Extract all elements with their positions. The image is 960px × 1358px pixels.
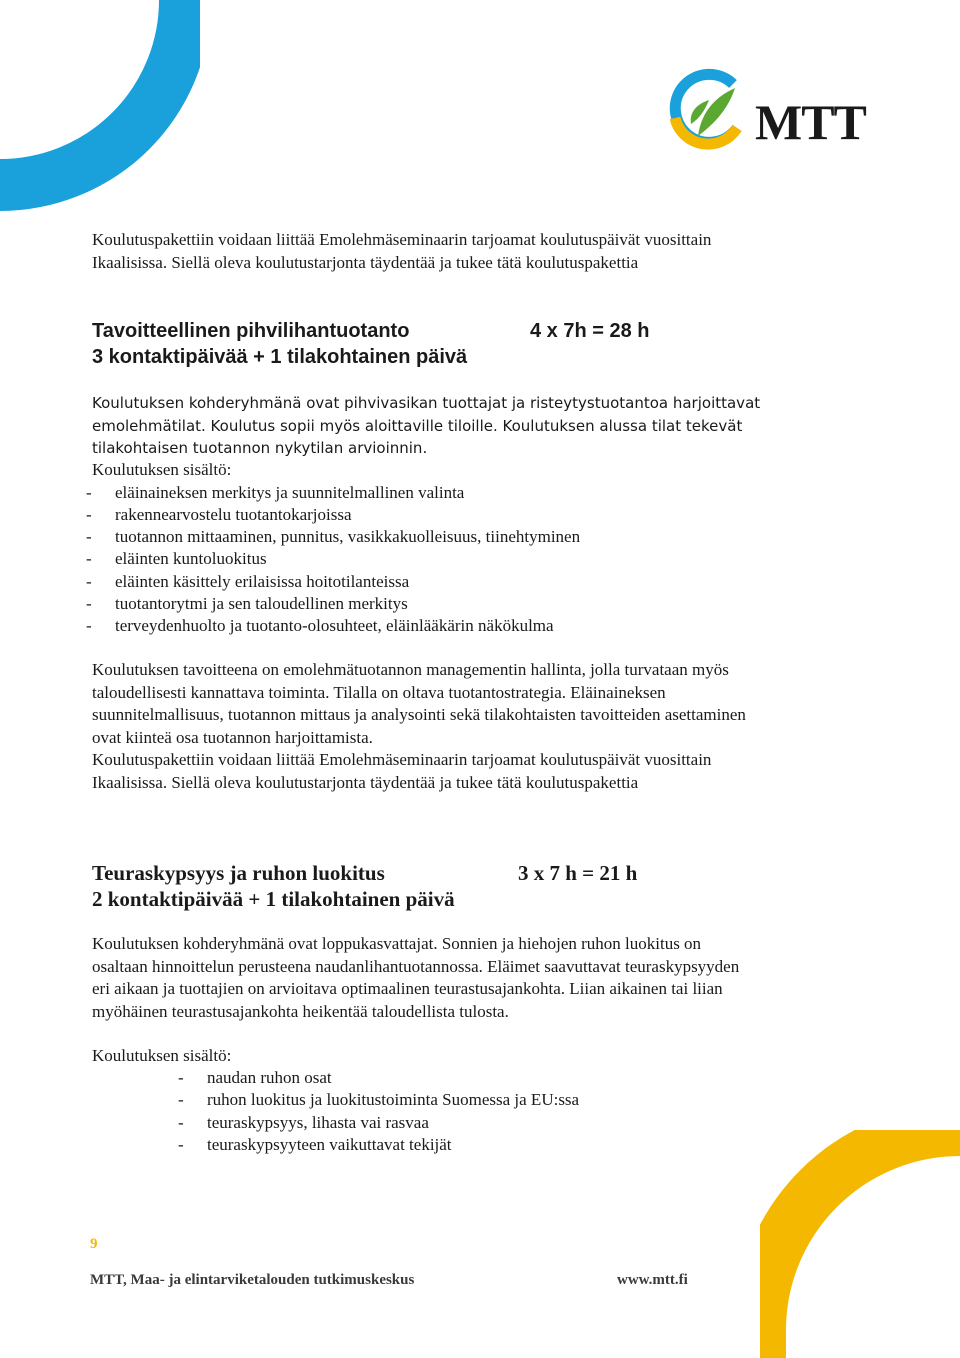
intro-paragraph [92,229,711,274]
description-line: eri aikaan ja tuottajien on arvioitava optimaalinen teurastusajankohta. Liian aikainen tai liian [92,979,723,998]
section2-hours: 3 x 7 h = 21 h [518,861,638,885]
section1-content [86,459,892,638]
page-number: 9 [90,1236,98,1252]
section1-description [92,392,760,460]
section2-subtitle: 2 kontaktipäivää + 1 tilakohtainen päivä [92,887,455,911]
goal-line: suunnitelmallisuus, tuotannon mittaus ja analysointi sekä tilakohtaisten tavoitteiden asettaminen [92,705,746,724]
footer-website[interactable]: www.mtt.fi [617,1272,688,1288]
section2-content-label [92,1045,231,1068]
content-label: Koulutuksen sisältö: [92,460,232,479]
list-item: - terveydenhuolto ja tuotanto-olosuhteet, eläinlääkärin näkökulma [86,616,554,636]
description-line: Koulutuksen kohderyhmänä ovat loppukasvattajat. Sonnien ja hiehojen ruhon luokitus on [92,934,702,953]
description-line: emolehmätilat. Koulutus sopii myös aloittaville tiloille. Koulutuksen alussa tilat tekevät [92,416,743,435]
list-item: - naudan ruhon osat [178,1068,332,1087]
list-item: - ruhon luokitus ja luokitustoiminta Suomessa ja EU:ssa [178,1090,580,1110]
description-line: tilakohtaisen tuotannon nykytilan arvioinnin. [92,439,428,457]
section2-content-list [0,1067,800,1156]
section1-subtitle: 3 kontaktipäivää + 1 tilakohtainen päivä [92,346,468,368]
mtt-logo [663,66,866,156]
list-item: - teuraskypsyys, lihasta vai rasvaa [178,1112,429,1132]
list-item: - eläinaineksen merkitys ja suunnitelmallinen valinta [86,482,465,502]
section1-goal-paragraph [92,659,746,794]
list-item: - tuotantorytmi ja sen taloudellinen merkitys [86,593,408,613]
goal-line: taloudellisesti kannattava toiminta. Tilalla on oltava tuotantostrategia. Eläinaineksen [92,682,666,702]
list-item: - teuraskypsyyteen vaikuttavat tekijät [178,1134,452,1154]
goal-line: Koulutuspakettiin voidaan liittää Emolehmäseminaarin tarjoamat koulutuspäivät vuosittain [92,750,712,769]
intro-line: Koulutuspakettiin voidaan liittää Emolehmäseminaarin tarjoamat koulutuspäivät vuosittain [92,230,712,249]
description-line: osaltaan hinnoittelun perusteena naudanlihantuotannossa. Eläimet saavuttavat teuraskypsyyden [92,956,740,976]
goal-line: Koulutuksen tavoitteena on emolehmätuotannon managementin hallinta, jolla turvataan myös [92,660,729,679]
section1-hours: 4 x 7h = 28 h [530,320,650,342]
list-item: - eläinten käsittely erilaisissa hoitotilanteissa [86,571,410,591]
goal-line: Ikaalisissa. Siellä oleva koulutustarjonta täydentää ja tukee tätä koulutuspakettia [92,772,639,792]
section1-content-list [0,482,892,638]
section1-title: Tavoitteellinen pihvilihantuotanto [92,320,410,342]
section2-content [0,1067,800,1156]
list-item: - rakennearvostelu tuotantokarjoissa [86,504,352,524]
mtt-logo-text: MTT [755,94,866,150]
section2-title: Teuraskypsyys ja ruhon luokitus [92,861,385,885]
intro-line: Ikaalisissa. Siellä oleva koulutustarjonta täydentää ja tukee tätä koulutuspakettia [92,252,639,272]
description-line: myöhäinen teurastusajankohta heikentää taloudellista tulosta. [92,1001,509,1021]
decorative-yellow-arc [760,1130,960,1358]
decorative-blue-arc [0,0,200,230]
section2-description [92,933,739,1023]
footer-organization: MTT, Maa- ja elintarviketalouden tutkimuskeskus [90,1272,415,1288]
description-line: Koulutuksen kohderyhmänä ovat pihvivasikan tuottajat ja risteytystuotantoa harjoittavat [92,394,761,412]
goal-line: ovat kiinteä osa tuotannon harjoittamista. [92,727,373,747]
list-item: - eläinten kuntoluokitus [86,549,267,569]
mtt-emblem [663,66,753,156]
list-item: - tuotannon mittaaminen, punnitus, vasikkakuolleisuus, tiinehtyminen [86,527,581,547]
content-label: Koulutuksen sisältö: [92,1046,232,1065]
